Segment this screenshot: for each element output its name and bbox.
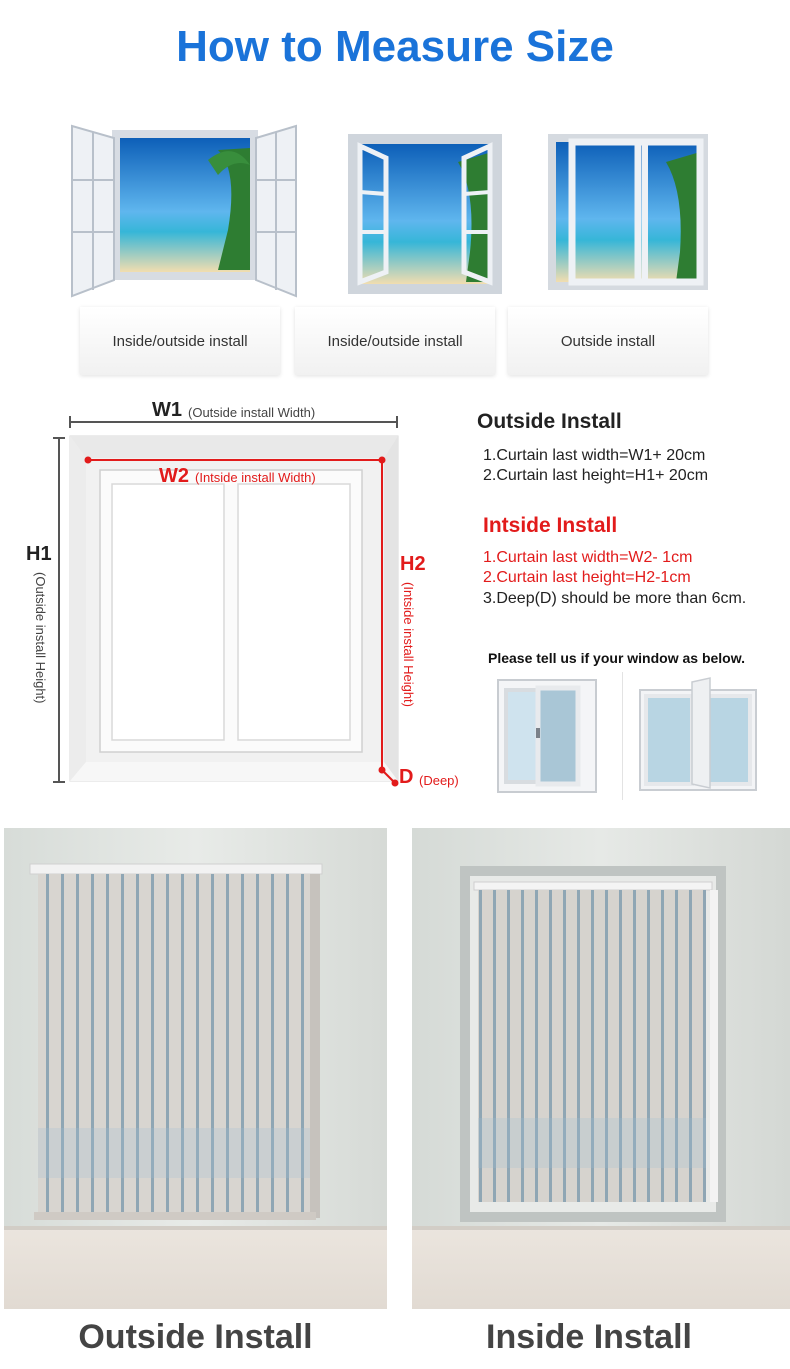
inside-install-label: Inside Install	[486, 1318, 692, 1356]
window-type-casement-inward	[346, 132, 504, 302]
caption-card	[508, 307, 708, 375]
caption-text: Inside/outside install	[327, 332, 463, 350]
w1-label: W1	[152, 399, 182, 421]
inside-install-photo	[412, 828, 790, 1309]
w2-label: W2	[159, 465, 189, 487]
divider-line	[622, 672, 623, 800]
inside-install-line: 2.Curtain last height=H2-1cm	[483, 569, 691, 586]
h2-desc: (Intside install Height)	[401, 582, 416, 707]
d-label: D	[399, 766, 414, 788]
w2-desc: (Intside install Width)	[195, 470, 316, 485]
outside-install-photo	[4, 828, 387, 1309]
h1-label: H1	[26, 543, 52, 565]
window-note: Please tell us if your window as below.	[488, 650, 745, 666]
sliding-window-thumbnail	[494, 672, 604, 805]
caption-card	[80, 307, 280, 375]
outside-install-label: Outside Install	[78, 1318, 313, 1356]
inside-install-title: Intside Install	[483, 514, 618, 537]
h1-desc: (Outside install Height)	[33, 572, 48, 704]
caption-text: Outside install	[560, 332, 656, 350]
outside-install-line: 2.Curtain last height=H1+ 20cm	[483, 467, 709, 484]
window-type-sliding	[546, 132, 710, 297]
casement-window-thumbnail	[636, 676, 760, 801]
w1-desc: (Outside install Width)	[188, 405, 316, 420]
outside-install-line: 1.Curtain last width=W1+ 20cm	[483, 447, 706, 464]
d-desc: (Deep)	[419, 773, 459, 788]
caption-card	[295, 307, 495, 375]
h2-label: H2	[400, 553, 426, 575]
caption-text: Inside/outside install	[112, 332, 248, 350]
page-title: How to Measure Size	[176, 22, 614, 71]
measurement-diagram	[0, 390, 480, 815]
inside-install-line: 3.Deep(D) should be more than 6cm.	[483, 590, 747, 607]
inside-install-line: 1.Curtain last width=W2- 1cm	[483, 549, 693, 566]
window-type-casement-open	[68, 120, 300, 305]
outside-install-title: Outside Install	[477, 410, 622, 433]
